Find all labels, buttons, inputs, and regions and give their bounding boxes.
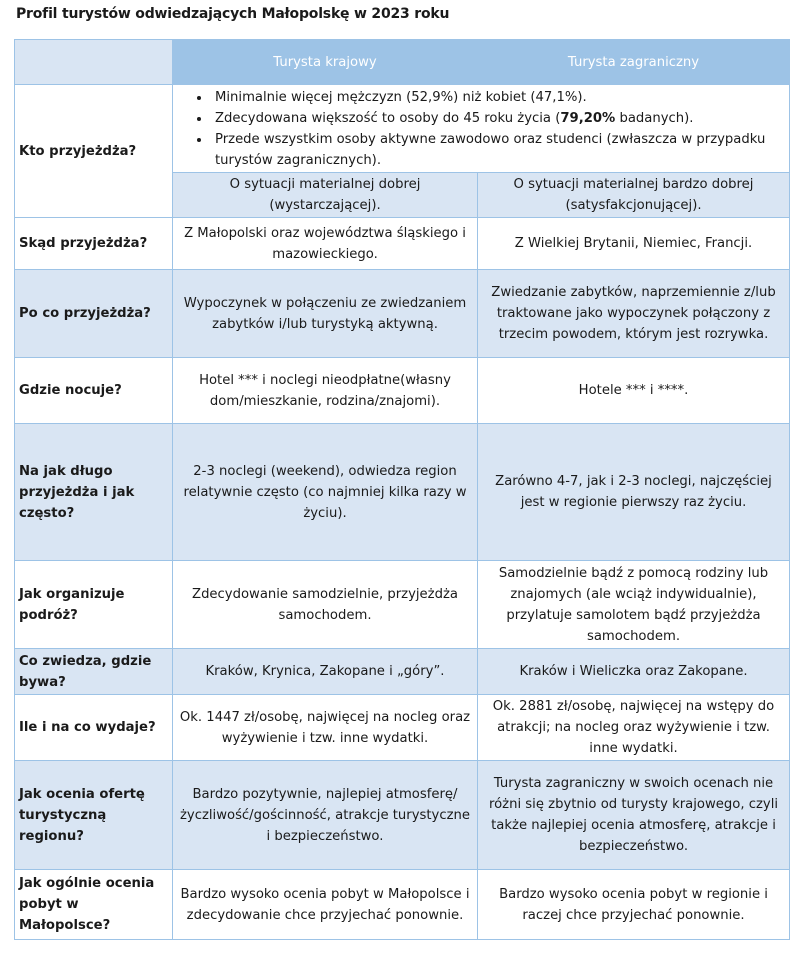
row-label: Jak ogólnie ocenia pobyt w Małopolsce? — [15, 870, 173, 940]
table-row — [15, 218, 790, 270]
domestic-cell: Hotel *** i noclegi nieodpłatne(własny dom/mieszkanie, rodzina/znajomi). — [173, 358, 478, 424]
page-title: Profil turystów odwiedzających Małopolskę w 2023 roku — [16, 6, 450, 22]
list-item — [211, 108, 785, 129]
row-label: Gdzie nocuje? — [15, 358, 173, 424]
header-row — [15, 40, 790, 85]
foreign-cell: Zarówno 4-7, jak i 2-3 noclegi, najczęściej jest w regionie pierwszy raz życiu. — [478, 424, 790, 561]
list-item: • Przede wszystkim osoby aktywne zawodowo oraz studenci (zwłaszcza w przypadku turystów zagranicznych). — [211, 129, 785, 171]
table-row — [15, 270, 790, 358]
tourist-profile-table — [14, 39, 790, 940]
who-foreign-cell: O sytuacji materialnej bardzo dobrej (satysfakcjonującej). — [478, 173, 790, 218]
domestic-cell: Kraków, Krynica, Zakopane i „góry”. — [173, 649, 478, 695]
table-row — [15, 424, 790, 561]
domestic-cell: Zdecydowanie samodzielnie, przyjeżdża samochodem. — [173, 561, 478, 649]
foreign-cell: Turysta zagraniczny w swoich ocenach nie różni się zbytnio od turysty krajowego, czyli także najlepiej ocenia atmosferę, atrakcje i bezpieczeństwo. — [478, 761, 790, 870]
bullet-text: Zdecydowana większość to osoby do 45 roku życia ( — [215, 110, 561, 126]
who-domestic-cell: O sytuacji materialnej dobrej (wystarczającej). — [173, 173, 478, 218]
table-row — [15, 695, 790, 761]
table-row — [15, 870, 790, 940]
row-who-bullets — [15, 85, 790, 173]
foreign-cell: Samodzielnie bądź z pomocą rodziny lub znajomych (ale wciąż indywidualnie), przylatuje samolotem bądź przyjeżdża samochodem. — [478, 561, 790, 649]
bullet-text: badanych). — [615, 110, 694, 126]
row-label: Skąd przyjeżdża? — [15, 218, 173, 270]
row-label: Co zwiedza, gdzie bywa? — [15, 649, 173, 695]
row-label: Jak organizuje podróż? — [15, 561, 173, 649]
bullet-bold-value: 79,20% — [560, 110, 616, 126]
header-corner — [15, 40, 173, 85]
header-foreign: Turysta zagraniczny — [478, 40, 790, 85]
row-label: Na jak długo przyjeżdża i jak często? — [15, 424, 173, 561]
domestic-cell: Wypoczynek w połączeniu ze zwiedzaniem zabytków i/lub turystyką aktywną. — [173, 270, 478, 358]
domestic-cell: Bardzo pozytywnie, najlepiej atmosferę/życzliwość/gościnność, atrakcje turystyczne i bezpieczeństwo. — [173, 761, 478, 870]
list-item: • Minimalnie więcej mężczyzn (52,9%) niż kobiet (47,1%). — [211, 87, 785, 108]
foreign-cell: Bardzo wysoko ocenia pobyt w regionie i raczej chce przyjechać ponownie. — [478, 870, 790, 940]
table-row — [15, 649, 790, 695]
row-label: Ile i na co wydaje? — [15, 695, 173, 761]
row-label: Jak ocenia ofertę turystyczną regionu? — [15, 761, 173, 870]
header-domestic: Turysta krajowy — [173, 40, 478, 85]
row-label-who: Kto przyjeżdża? — [15, 85, 173, 218]
foreign-cell: Hotele *** i ****. — [478, 358, 790, 424]
foreign-cell: Ok. 2881 zł/osobę, najwięcej na wstępy do atrakcji; na nocleg oraz wyżywienie i tzw. inne wydatki. — [478, 695, 790, 761]
domestic-cell: Bardzo wysoko ocenia pobyt w Małopolsce i zdecydowanie chce przyjechać ponownie. — [173, 870, 478, 940]
table-row — [15, 761, 790, 870]
foreign-cell: Kraków i Wieliczka oraz Zakopane. — [478, 649, 790, 695]
foreign-cell: Zwiedzanie zabytków, naprzemiennie z/lub traktowane jako wypoczynek połączony z trzecim powodem, którym jest rozrywka. — [478, 270, 790, 358]
domestic-cell: 2-3 noclegi (weekend), odwiedza region relatywnie często (co najmniej kilka razy w życiu). — [173, 424, 478, 561]
who-bullets-cell — [173, 85, 790, 173]
who-bullet-list — [177, 87, 785, 171]
domestic-cell: Ok. 1447 zł/osobę, najwięcej na nocleg oraz wyżywienie i tzw. inne wydatki. — [173, 695, 478, 761]
row-label: Po co przyjeżdża? — [15, 270, 173, 358]
table-row — [15, 358, 790, 424]
domestic-cell: Z Małopolski oraz województwa śląskiego i mazowieckiego. — [173, 218, 478, 270]
foreign-cell: Z Wielkiej Brytanii, Niemiec, Francji. — [478, 218, 790, 270]
table-row — [15, 561, 790, 649]
